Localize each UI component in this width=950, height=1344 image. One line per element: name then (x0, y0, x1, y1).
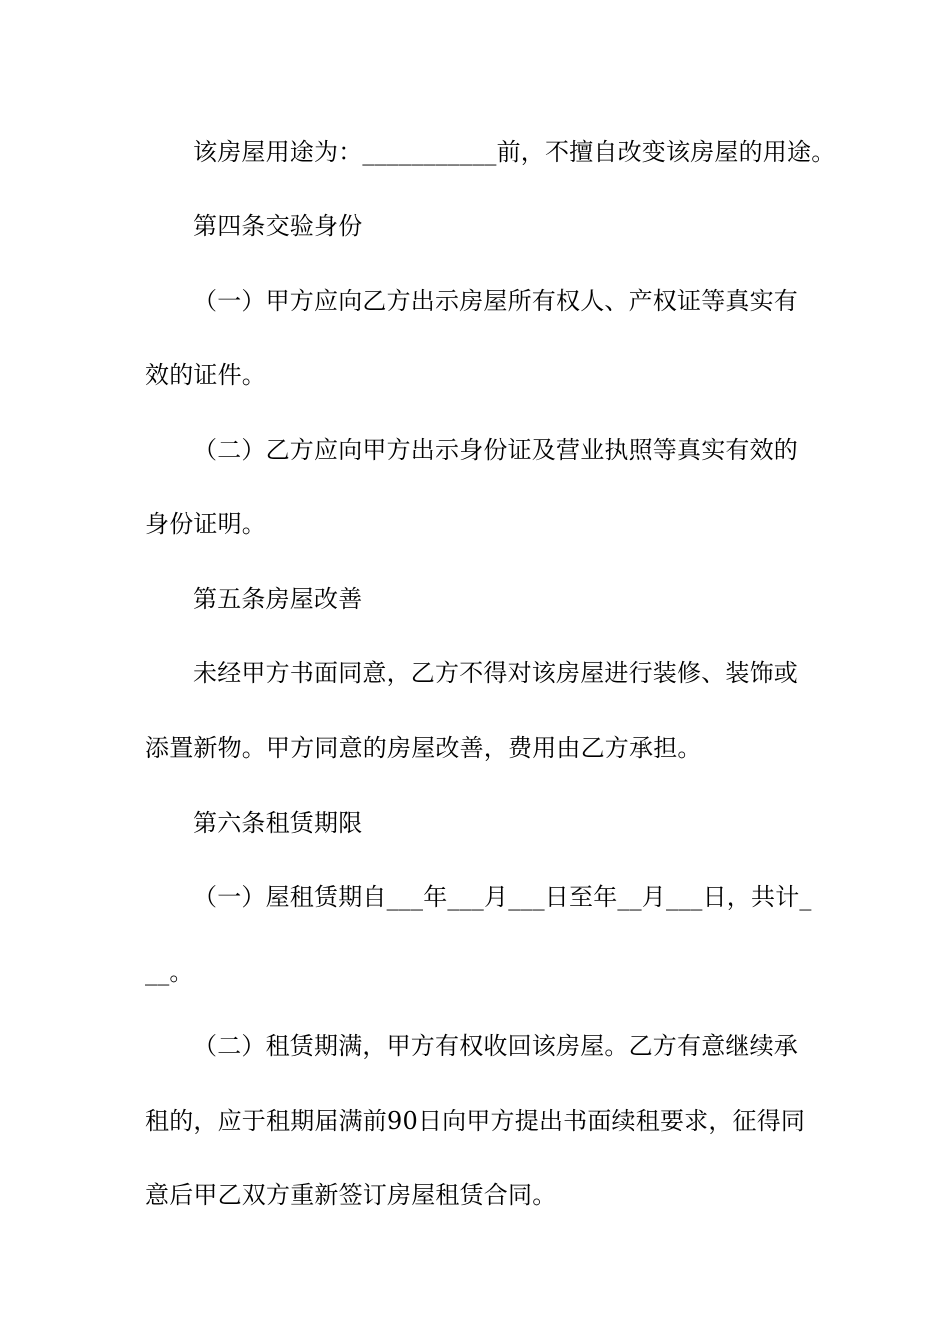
paragraph-5-line-2: 添置新物。甲方同意的房屋改善，费用由乙方承担。 (145, 734, 702, 762)
paragraph-4-2-line-1: （二）乙方应向甲方出示身份证及营业执照等真实有效的 (193, 436, 798, 464)
heading-article-6: 第六条租赁期限 (193, 809, 363, 837)
paragraph-6-2-line-3: 意后甲乙双方重新签订房屋租赁合同。 (145, 1181, 557, 1209)
paragraph-4-1-line-1: （一）甲方应向乙方出示房屋所有权人、产权证等真实有 (193, 287, 798, 315)
heading-article-5: 第五条房屋改善 (193, 585, 363, 613)
paragraph-6-2-line-1: （二）租赁期满，甲方有权收回该房屋。乙方有意继续承 (193, 1032, 798, 1060)
paragraph-6-1-line-2: __。 (145, 958, 194, 986)
paragraph-5-line-1: 未经甲方书面同意，乙方不得对该房屋进行装修、装饰或 (193, 659, 798, 687)
paragraph-6-1-line-1: （一）屋租赁期自___年___月___日至年__月___日，共计_ (193, 883, 812, 911)
paragraph-6-2-line-2: 租的，应于租期届满前90日向甲方提出书面续租要求，征得同 (145, 1107, 806, 1135)
heading-article-4: 第四条交验身份 (193, 212, 363, 240)
paragraph-4-1-line-2: 效的证件。 (145, 361, 266, 389)
paragraph-4-2-line-2: 身份证明。 (145, 510, 266, 538)
paragraph-usage: 该房屋用途为：___________前，不擅自改变该房屋的用途。 (193, 138, 836, 166)
